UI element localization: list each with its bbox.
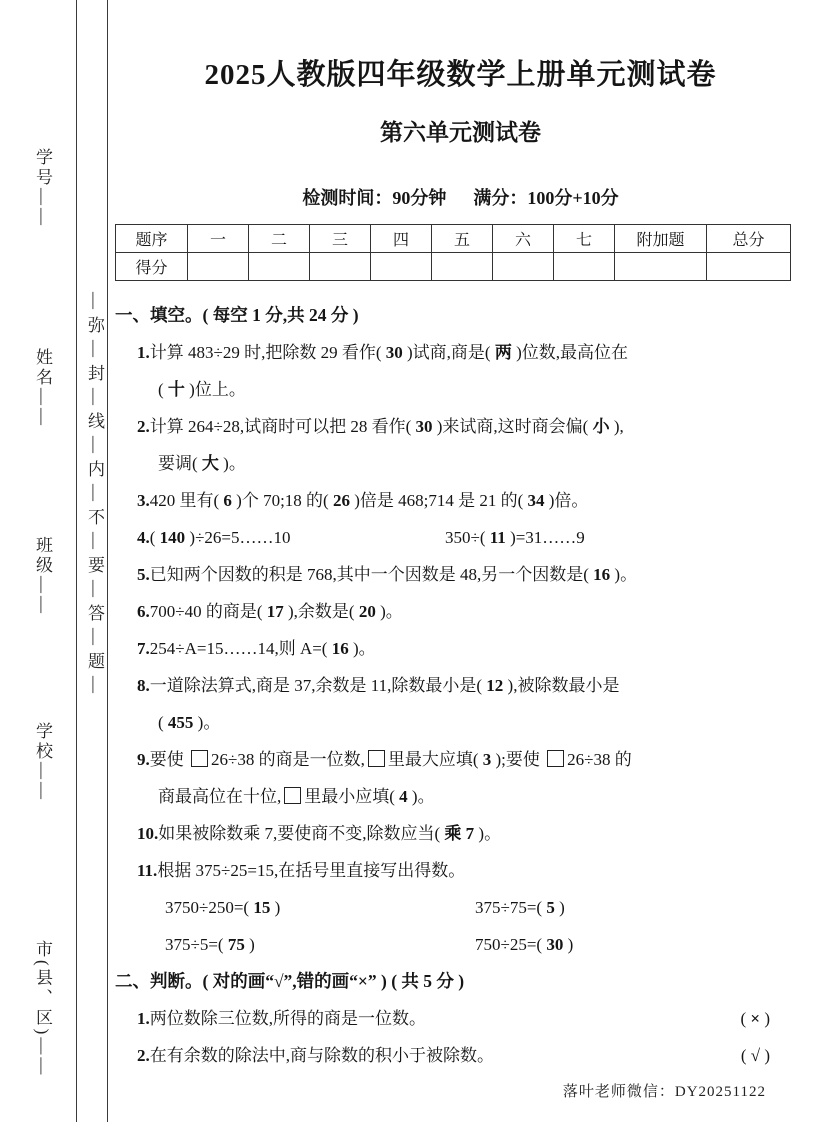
text-run: 700÷40 的商是( bbox=[149, 602, 267, 621]
text-run: )÷26=5……10 bbox=[185, 528, 291, 547]
text-run: 420 里有( bbox=[149, 491, 224, 510]
second-column bbox=[475, 889, 565, 926]
text-run: 如果被除数乘 7,要使商不变,除数应当( bbox=[158, 824, 445, 843]
score-cell-empty bbox=[188, 253, 249, 281]
answer-text: 75 bbox=[227, 935, 245, 954]
answer-text: × bbox=[750, 1009, 761, 1028]
text-run: )个 70;18 的( bbox=[231, 491, 333, 510]
question-line bbox=[115, 889, 806, 926]
score-row-label: 得分 bbox=[116, 253, 188, 281]
main-content bbox=[115, 0, 830, 1101]
answer-text: 26 bbox=[332, 491, 350, 510]
answer-text: 二、判断。( 对的画“√”,错的画“×” ) ( 共 5 分 ) bbox=[115, 971, 465, 991]
text-run: )=31……9 bbox=[505, 528, 585, 547]
score-table-score-row bbox=[116, 253, 791, 281]
text-run: 计算 483÷29 时,把除数 29 看作( bbox=[149, 343, 386, 362]
score-cell-empty bbox=[615, 253, 707, 281]
question-line bbox=[115, 1037, 806, 1074]
score-table-header-row bbox=[116, 225, 791, 253]
text-run: )。 bbox=[474, 824, 502, 843]
answer-text: 一、填空。( 每空 1 分,共 24 分 ) bbox=[115, 305, 359, 325]
score-header-cell: 五 bbox=[432, 225, 493, 253]
score-header-cell: 七 bbox=[554, 225, 615, 253]
answer-text: 12 bbox=[486, 676, 504, 695]
blank-box bbox=[284, 787, 301, 804]
text-run: 350÷( bbox=[445, 528, 490, 547]
text-run: 计算 264÷28,试商时可以把 28 看作( bbox=[149, 417, 416, 436]
text-run: ) bbox=[244, 935, 255, 954]
blank-box bbox=[547, 750, 564, 767]
answer-text: 30 bbox=[385, 343, 403, 362]
score-cell-empty bbox=[310, 253, 371, 281]
answer-text: 15 bbox=[253, 898, 271, 917]
text-run: ) bbox=[270, 898, 281, 917]
answer-text: 30 bbox=[546, 935, 564, 954]
question-line bbox=[115, 519, 806, 556]
questions bbox=[115, 297, 806, 1074]
score-cell-empty bbox=[707, 253, 791, 281]
seal-line-text: —弥—封—线—内—不—要—答—题— bbox=[85, 292, 104, 700]
text-run: )。 bbox=[407, 787, 435, 806]
exam-info: 检测时间：90分钟 满分：100分+10分 bbox=[302, 188, 619, 208]
answer-text: 6 bbox=[223, 491, 232, 510]
answer-text: 2. bbox=[137, 417, 150, 436]
question-line bbox=[115, 630, 806, 667]
score-header-cell: 二 bbox=[249, 225, 310, 253]
text-run: 里最大应填( bbox=[387, 750, 483, 769]
text-run: )。 bbox=[375, 602, 403, 621]
text-run: )试商,商是( bbox=[402, 343, 495, 362]
question-line bbox=[115, 371, 806, 408]
text-run: ) bbox=[760, 1046, 770, 1065]
text-run: 已知两个因数的积是 768,其中一个因数是 48,另一个因数是( bbox=[149, 565, 594, 584]
text-run: )倍是 468;714 是 21 的( bbox=[349, 491, 528, 510]
text-run: 375÷5=( bbox=[165, 935, 228, 954]
text-run: )倍。 bbox=[544, 491, 589, 510]
text-run: ( bbox=[149, 528, 160, 547]
text-run: )。 bbox=[610, 565, 638, 584]
text-run: 里最小应填( bbox=[304, 787, 400, 806]
answer-text: 34 bbox=[527, 491, 545, 510]
name-field: 姓名—— bbox=[33, 348, 52, 428]
answer-text: 16 bbox=[331, 639, 349, 658]
text-run: ( bbox=[158, 380, 168, 399]
class-field: 班级—— bbox=[33, 536, 52, 616]
answer-text: 乘 7 bbox=[444, 824, 475, 843]
text-run: 750÷25=( bbox=[475, 935, 547, 954]
answer-text: 3 bbox=[482, 750, 492, 769]
text-run: 商最高位在十位, bbox=[158, 787, 282, 806]
answer-text: 16 bbox=[593, 565, 611, 584]
score-table bbox=[115, 224, 791, 281]
score-cell-empty bbox=[371, 253, 432, 281]
question-line bbox=[115, 667, 806, 704]
page-title: 2025人教版四年级数学上册单元测试卷 bbox=[204, 59, 717, 91]
text-run: )。 bbox=[193, 713, 221, 732]
text-run: )。 bbox=[218, 454, 246, 473]
city-county-field: 市(县、区)—— bbox=[33, 940, 52, 1078]
text-run: ) bbox=[554, 898, 565, 917]
text-run: 根据 375÷25=15,在括号里直接写出得数。 bbox=[157, 861, 466, 880]
blank-box bbox=[368, 750, 385, 767]
text-run: 一道除法算式,商是 37,余数是 11,除数最小是( bbox=[149, 676, 487, 695]
question-line bbox=[115, 741, 806, 778]
text-run: ( bbox=[158, 713, 168, 732]
text-run: ),余数是( bbox=[283, 602, 359, 621]
text-run: 3750÷250=( bbox=[165, 898, 254, 917]
question-line bbox=[115, 334, 806, 371]
answer-text: 6. bbox=[137, 602, 150, 621]
question-line bbox=[115, 1000, 806, 1037]
score-header-cell: 六 bbox=[493, 225, 554, 253]
text-run: )。 bbox=[348, 639, 376, 658]
section-heading bbox=[115, 963, 806, 1000]
answer-text: 10. bbox=[137, 824, 159, 843]
answer-text: 两 bbox=[494, 343, 512, 362]
answer-text: 3. bbox=[137, 491, 150, 510]
text-run: 26÷38 的商是一位数, bbox=[211, 750, 365, 769]
answer-text: 8. bbox=[137, 676, 150, 695]
text-run: )来试商,这时商会偏( bbox=[432, 417, 593, 436]
question-line bbox=[115, 445, 806, 482]
question-line bbox=[115, 482, 806, 519]
score-header-cell: 三 bbox=[310, 225, 371, 253]
answer-text: 17 bbox=[266, 602, 284, 621]
score-header-cell: 总分 bbox=[707, 225, 791, 253]
answer-text: √ bbox=[750, 1046, 761, 1065]
footer-contact: 落叶老师微信：DY20251122 bbox=[562, 1084, 766, 1100]
answer-text: 大 bbox=[201, 454, 219, 473]
score-cell-empty bbox=[249, 253, 310, 281]
answer-text: 2. bbox=[137, 1046, 150, 1065]
answer-text: 140 bbox=[159, 528, 186, 547]
answer-text: 455 bbox=[167, 713, 194, 732]
second-column bbox=[445, 519, 585, 556]
judgment-answer bbox=[741, 1037, 770, 1074]
score-cell-empty bbox=[432, 253, 493, 281]
answer-text: 4 bbox=[399, 787, 408, 806]
answer-text: 30 bbox=[415, 417, 433, 436]
question-line bbox=[115, 852, 806, 889]
question-line bbox=[115, 926, 806, 963]
text-run: 254÷A=15……14,则 A=( bbox=[149, 639, 332, 658]
answer-text: 小 bbox=[592, 417, 610, 436]
answer-text: 1. bbox=[137, 343, 150, 362]
text-run: ), bbox=[609, 417, 624, 436]
unit-title: 第六单元测试卷 bbox=[380, 120, 541, 145]
section-heading bbox=[115, 297, 806, 334]
question-line bbox=[115, 778, 806, 815]
text-run: 要使 bbox=[149, 750, 188, 769]
text-run: );要使 bbox=[491, 750, 545, 769]
answer-text: 5 bbox=[546, 898, 555, 917]
text-run: ) bbox=[563, 935, 574, 954]
text-run: 375÷75=( bbox=[475, 898, 547, 917]
seal-rule-left bbox=[76, 0, 77, 1122]
answer-text: 1. bbox=[137, 1009, 150, 1028]
school-field: 学校—— bbox=[33, 722, 52, 802]
text-run: ) bbox=[760, 1009, 770, 1028]
score-cell-empty bbox=[493, 253, 554, 281]
question-line bbox=[115, 556, 806, 593]
second-column bbox=[475, 926, 573, 963]
text-run: 26÷38 的 bbox=[567, 750, 632, 769]
text-run: ( bbox=[740, 1009, 751, 1028]
seal-rule-right bbox=[107, 0, 108, 1122]
text-run: )位上。 bbox=[184, 380, 246, 399]
answer-text: 4. bbox=[137, 528, 150, 547]
text-run: 两位数除三位数,所得的商是一位数。 bbox=[149, 1009, 426, 1028]
answer-text: 11. bbox=[137, 861, 158, 880]
text-run: ),被除数最小是 bbox=[503, 676, 620, 695]
blank-box bbox=[191, 750, 208, 767]
question-line bbox=[115, 815, 806, 852]
question-line bbox=[115, 704, 806, 741]
answer-text: 11 bbox=[489, 528, 506, 547]
question-line bbox=[115, 408, 806, 445]
score-header-cell: 四 bbox=[371, 225, 432, 253]
answer-text: 9. bbox=[137, 750, 150, 769]
text-run: ( bbox=[740, 1046, 751, 1065]
judgment-answer bbox=[740, 1000, 770, 1037]
student-id-field: 学号—— bbox=[33, 148, 52, 228]
text-run: 要调( bbox=[158, 454, 202, 473]
answer-text: 20 bbox=[358, 602, 376, 621]
score-header-cell: 附加题 bbox=[615, 225, 707, 253]
answer-text: 十 bbox=[167, 380, 185, 399]
score-cell-empty bbox=[554, 253, 615, 281]
text-run: 在有余数的除法中,商与除数的积小于被除数。 bbox=[149, 1046, 494, 1065]
text-run: )位数,最高位在 bbox=[511, 343, 628, 362]
score-header-cell: 一 bbox=[188, 225, 249, 253]
score-header-cell: 题序 bbox=[116, 225, 188, 253]
question-line bbox=[115, 593, 806, 630]
answer-text: 5. bbox=[137, 565, 150, 584]
answer-text: 7. bbox=[137, 639, 150, 658]
